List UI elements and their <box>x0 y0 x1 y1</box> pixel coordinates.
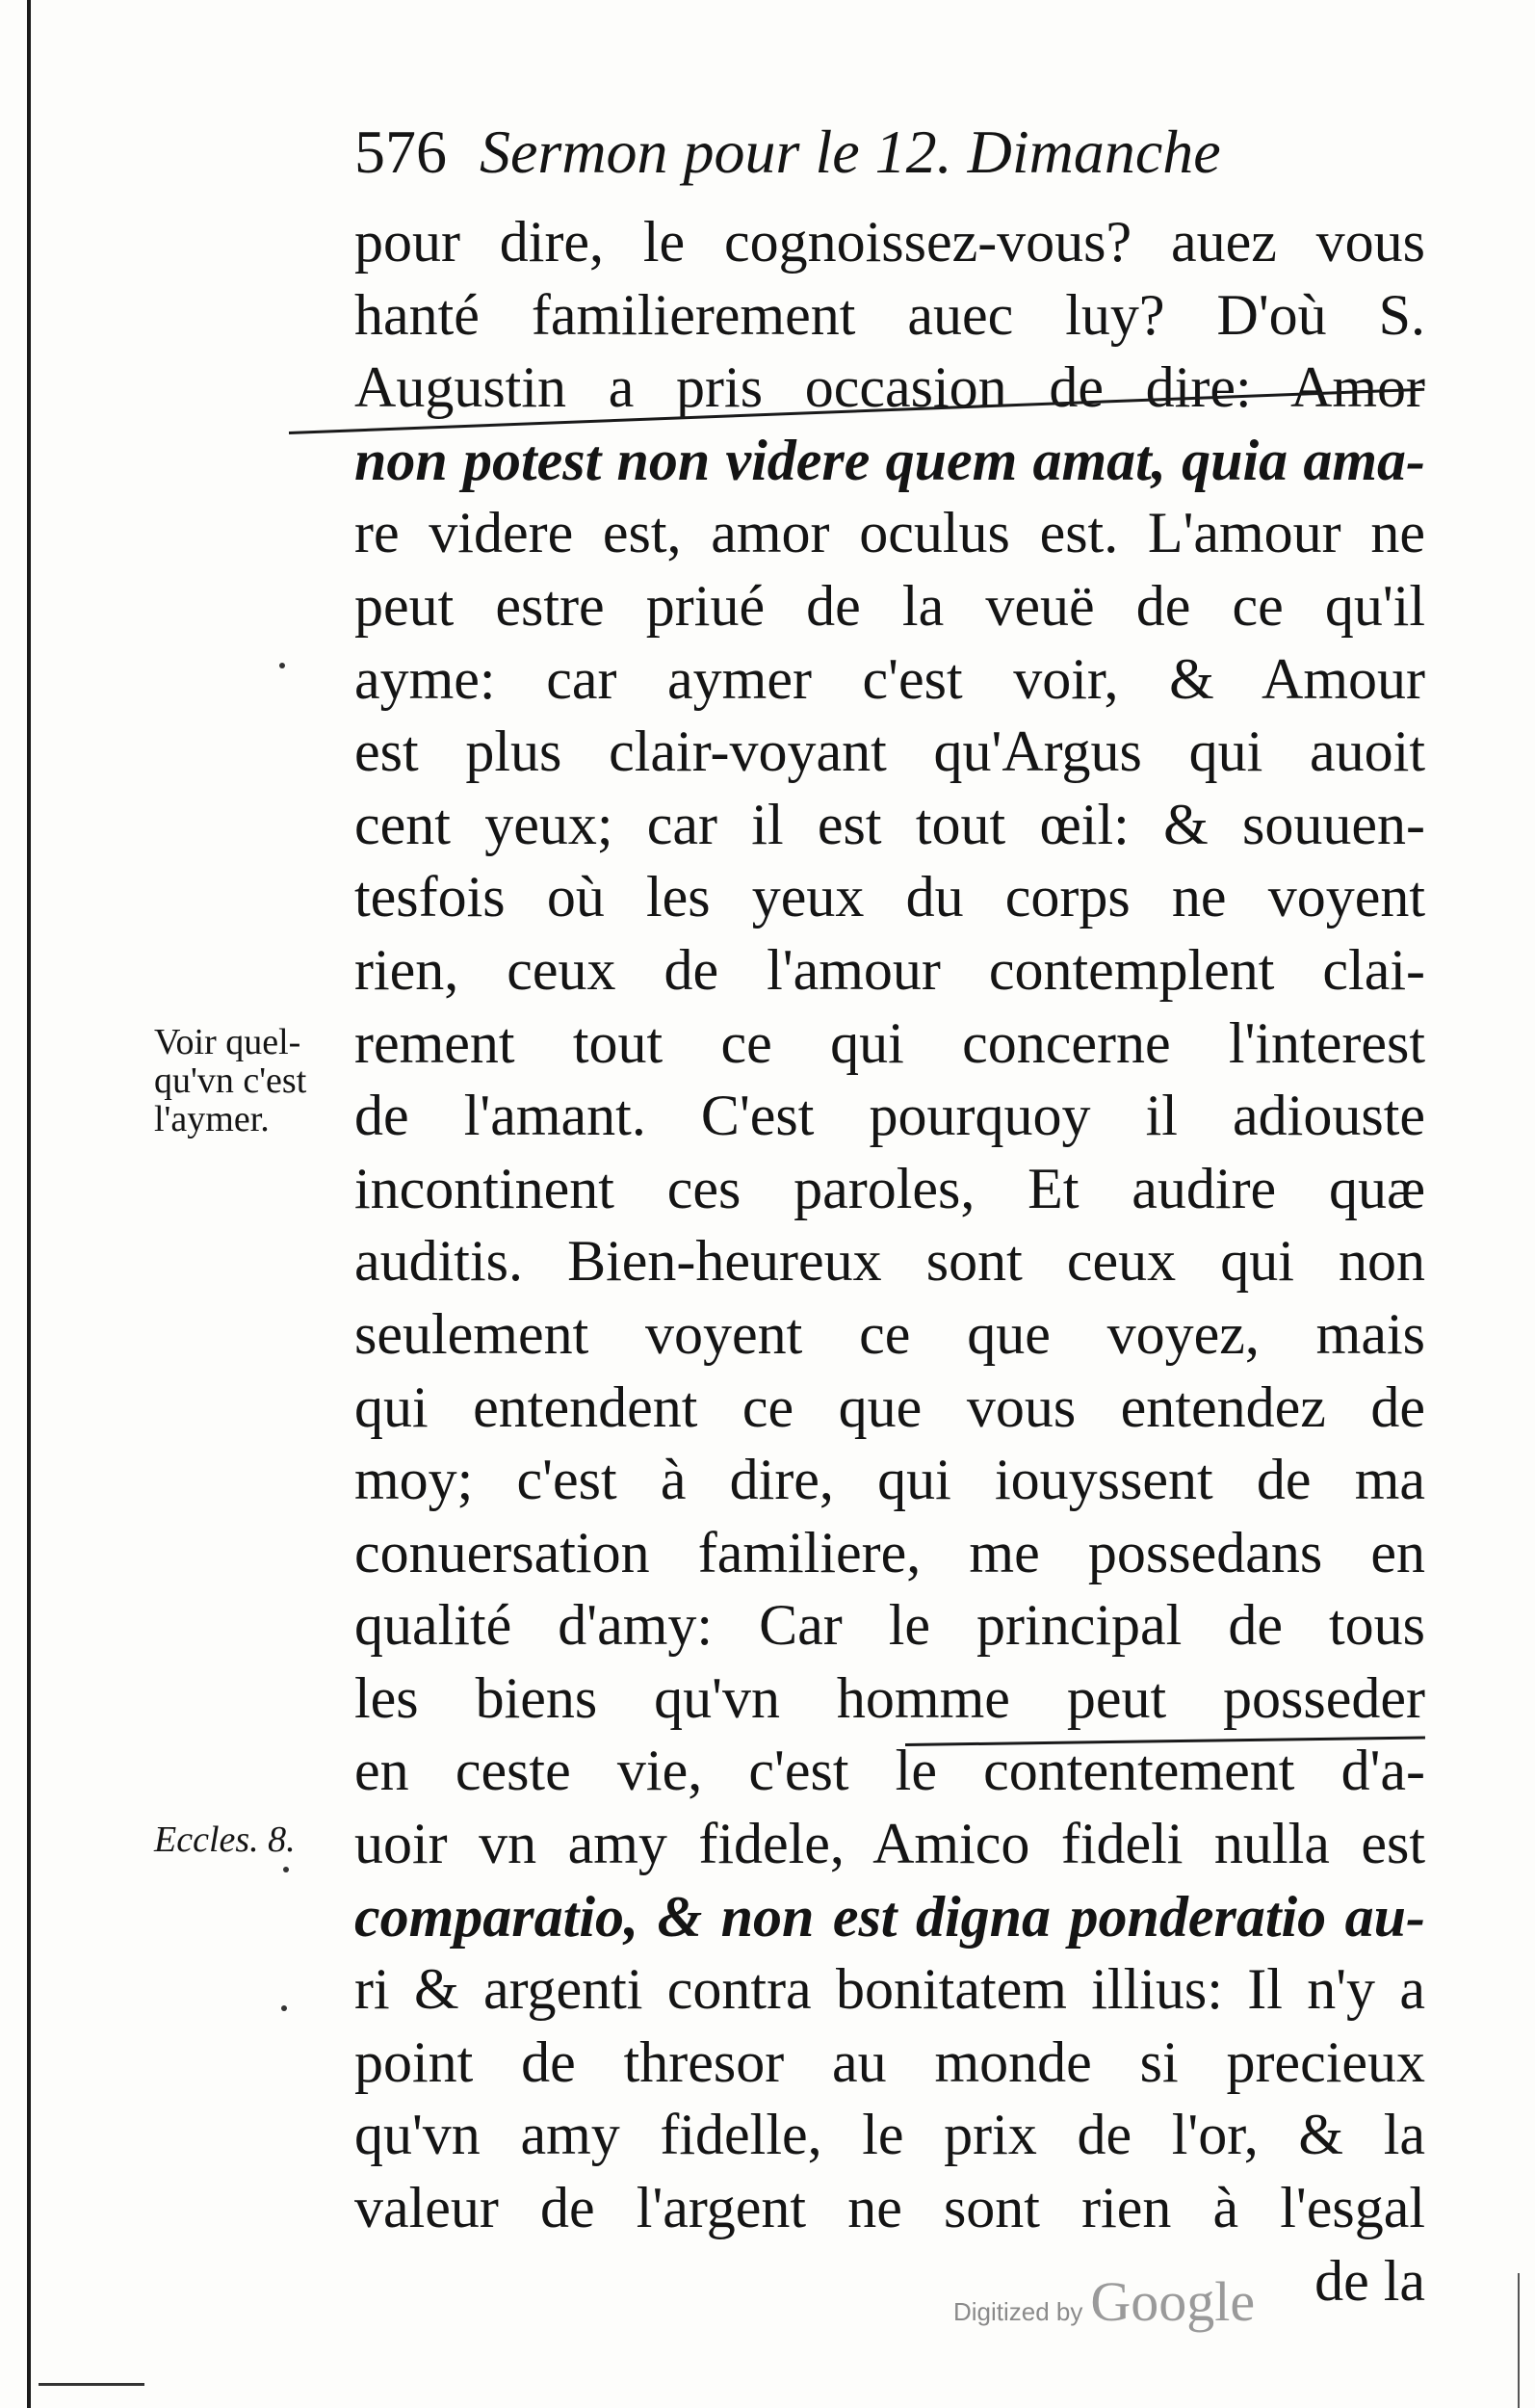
text-line: tesfois où les yeux du corps ne voyent <box>354 865 1425 929</box>
text-line: qu'vn amy fidelle, le prix de l'or, & la <box>354 2103 1425 2167</box>
text-line-latin: non potest non videre quem amat, quia ama- <box>354 428 1425 492</box>
ink-speck <box>281 2005 287 2011</box>
text-line: conuersation familiere, me possedans en <box>354 1520 1425 1584</box>
margin-note-line: qu'vn c'est <box>154 1060 307 1101</box>
text-line-latin: comparatio, & non est digna ponderatio au- <box>354 1884 1425 1949</box>
text-line: cent yeux; car il est tout œil: & souuen- <box>354 792 1425 856</box>
text-line: auditis. Bien-heureux sont ceux qui non <box>354 1229 1425 1294</box>
page-left-edge <box>27 0 31 2408</box>
google-logo: Google <box>1090 2270 1256 2333</box>
running-header <box>354 114 1433 191</box>
text-line: ri & argenti contra bonitatem illius: Il n'y a <box>354 1957 1425 2022</box>
text-line: hanté familierement auec luy? D'où S. <box>354 282 1425 347</box>
page-right-edge <box>1518 2273 1520 2408</box>
margin-note-eccles <box>154 1820 356 1859</box>
digitization-footer <box>953 2269 1255 2334</box>
text-line: en ceste vie, c'est le contentement d'a- <box>354 1739 1425 1803</box>
text-line: Augustin a pris occasion de dire: Amor <box>354 355 1425 420</box>
margin-note-line: Eccles. 8. <box>154 1819 296 1860</box>
running-title: Sermon pour le 12. Dimanche <box>480 118 1221 186</box>
text-line: point de thresor au monde si precieux <box>354 2029 1425 2094</box>
text-line: pour dire, le cognoissez-vous? auez vous <box>354 210 1425 274</box>
margin-note-voir <box>154 1023 356 1139</box>
page-bottom-mark <box>39 2383 144 2386</box>
text-line: qualité d'amy: Car le principal de tous <box>354 1593 1425 1658</box>
text-line: de l'amant. C'est pourquoy il adiouste <box>354 1084 1425 1148</box>
text-line: rien, ceux de l'amour contemplent clai- <box>354 937 1425 1002</box>
text-line: incontinent ces paroles, Et audire quæ <box>354 1156 1425 1220</box>
text-line: re videre est, amor oculus est. L'amour ne <box>354 501 1425 565</box>
ink-speck <box>283 1867 289 1872</box>
text-line: qui entendent ce que vous entendez de <box>354 1374 1425 1439</box>
margin-note-line: Voir quel- <box>154 1022 301 1062</box>
text-line: les biens qu'vn homme peut posseder <box>354 1665 1425 1730</box>
text-line: ayme: car aymer c'est voir, & Amour <box>354 646 1425 711</box>
ink-speck <box>279 663 285 668</box>
text-line: valeur de l'argent ne sont rien à l'esgal <box>354 2176 1425 2240</box>
digitized-by-label: Digitized by <box>953 2297 1083 2326</box>
page-number: 576 <box>354 118 447 186</box>
margin-note-line: l'aymer. <box>154 1099 270 1139</box>
text-line: moy; c'est à dire, qui iouyssent de ma <box>354 1448 1425 1512</box>
text-line: rement tout ce qui concerne l'interest <box>354 1010 1425 1075</box>
text-line: seulement voyent ce que voyez, mais <box>354 1301 1425 1366</box>
text-line: peut estre priué de la veuë de ce qu'il <box>354 573 1425 638</box>
catchword: de la <box>1314 2248 1425 2313</box>
text-line: est plus clair-voyant qu'Argus qui auoit <box>354 720 1425 784</box>
text-line: uoir vn amy fidele, Amico fideli nulla est <box>354 1812 1425 1876</box>
main-text-column <box>354 206 1425 2317</box>
